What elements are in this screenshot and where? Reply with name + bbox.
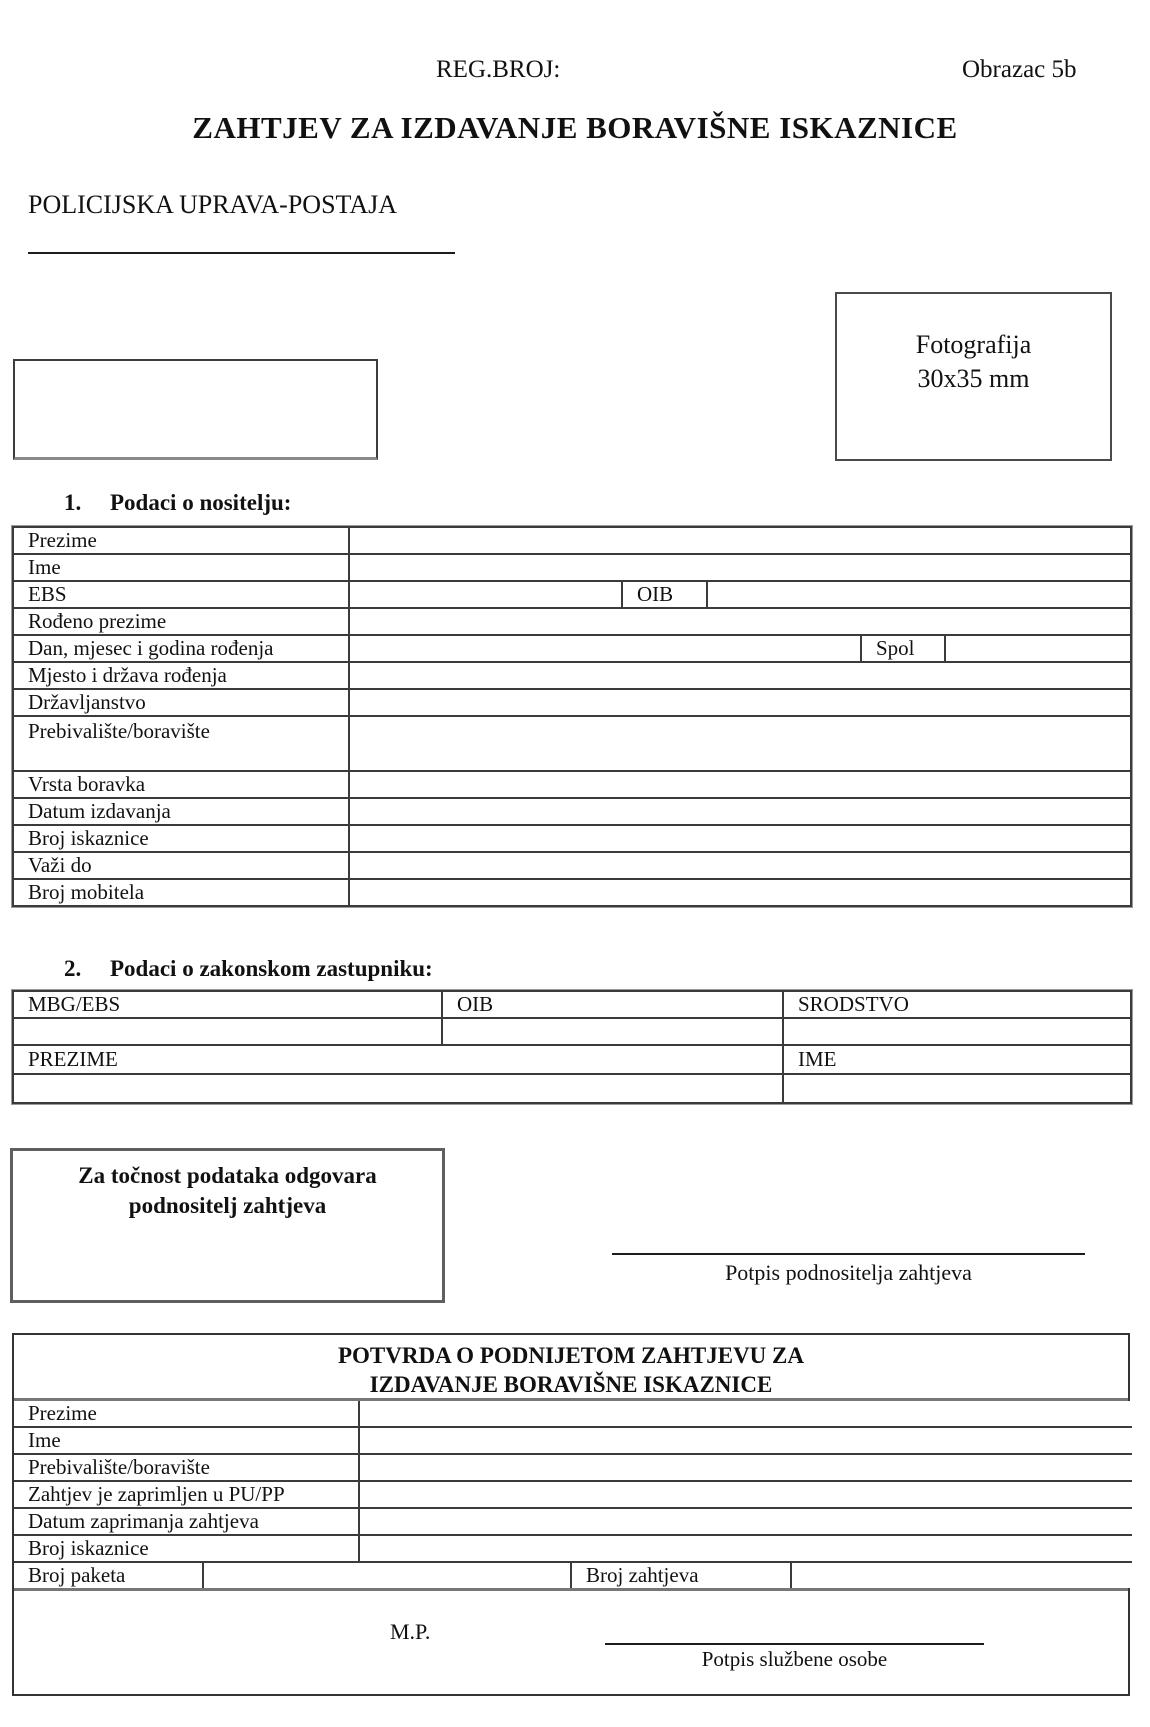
photo-box[interactable] <box>835 292 1112 461</box>
ime2-value-cell[interactable] <box>783 1074 1131 1103</box>
table-row <box>13 554 1131 581</box>
datum-izdavanja-label: Datum izdavanja <box>13 798 349 825</box>
form-number-label: Obrazac 5b <box>962 56 1077 83</box>
vazi-do-value-cell[interactable] <box>349 852 1131 879</box>
table-row <box>14 1535 1132 1562</box>
rodjeno-prezime-value-cell[interactable] <box>349 608 1131 635</box>
page-title: ZAHTJEV ZA IZDAVANJE BORAVIŠNE ISKAZNICE <box>192 110 958 145</box>
oib-label: OIB <box>622 581 707 608</box>
prezime-value-cell[interactable] <box>349 527 1131 554</box>
section2-heading <box>64 956 433 982</box>
mjesto-rodjenja-label: Mjesto i država rođenja <box>13 662 349 689</box>
potvrda-table <box>14 1401 1132 1588</box>
table-row <box>13 581 1131 608</box>
potvrda-title-line2: IZDAVANJE BORAVIŠNE ISKAZNICE <box>369 1372 773 1397</box>
potvrda-broj-iskaznice-label: Broj iskaznice <box>14 1535 359 1562</box>
potvrda-box <box>12 1333 1130 1696</box>
mjesto-rodjenja-value-cell[interactable] <box>349 662 1131 689</box>
mbg-ebs-label: MBG/EBS <box>13 991 442 1018</box>
ime2-label: IME <box>783 1045 1131 1074</box>
spol-label: Spol <box>861 635 945 662</box>
declaration-line1: Za točnost podataka odgovara <box>78 1163 377 1188</box>
broj-iskaznice-label: Broj iskaznice <box>13 825 349 852</box>
table-row <box>14 1481 1132 1508</box>
mbg-ebs-value-cell[interactable] <box>13 1018 442 1045</box>
table-row <box>13 662 1131 689</box>
reg-broj-label: REG.BROJ: <box>436 56 561 83</box>
police-department-fill-line[interactable] <box>28 228 455 254</box>
prebivaliste-value-cell[interactable] <box>349 716 1131 771</box>
legal-representative-table <box>12 990 1132 1104</box>
dan-rodjenja-value-cell[interactable] <box>349 635 861 662</box>
table-row <box>14 1401 1132 1427</box>
potvrda-prebivaliste-label: Prebivalište/boravište <box>14 1454 359 1481</box>
prezime2-value-cell[interactable] <box>13 1074 783 1103</box>
ebs-value-cell[interactable] <box>349 581 622 608</box>
vrsta-boravka-label: Vrsta boravka <box>13 771 349 798</box>
table-row <box>13 1074 1131 1103</box>
table-row <box>14 1562 1132 1588</box>
section1-heading <box>64 490 291 516</box>
potvrda-ime-label: Ime <box>14 1427 359 1454</box>
rodjeno-prezime-label: Rođeno prezime <box>13 608 349 635</box>
table-row <box>13 771 1131 798</box>
prebivaliste-label: Prebivalište/boravište <box>13 716 349 771</box>
declaration-line2: podnositelj zahtjeva <box>128 1193 327 1218</box>
table-row <box>13 879 1131 906</box>
official-signature-line[interactable] <box>605 1643 984 1672</box>
broj-paketa-label: Broj paketa <box>14 1562 203 1588</box>
table-row <box>13 1018 1131 1045</box>
broj-mobitela-label: Broj mobitela <box>13 879 349 906</box>
dan-rodjenja-label: Dan, mjesec i godina rođenja <box>13 635 349 662</box>
holder-data-table <box>12 526 1132 907</box>
potvrda-title-line1: POTVRDA O PODNIJETOM ZAHTJEVU ZA <box>337 1343 804 1368</box>
broj-paketa-value-cell[interactable] <box>203 1562 571 1588</box>
broj-mobitela-value-cell[interactable] <box>349 879 1131 906</box>
oib2-label: OIB <box>442 991 783 1018</box>
datum-zaprimanja-value-cell[interactable] <box>359 1508 1132 1535</box>
mp-stamp-label: M.P. <box>390 1619 431 1644</box>
applicant-signature-label: Potpis podnositelja zahtjeva <box>725 1260 972 1285</box>
datum-izdavanja-value-cell[interactable] <box>349 798 1131 825</box>
potvrda-prebivaliste-value-cell[interactable] <box>359 1454 1132 1481</box>
zahtjev-zaprimljen-value-cell[interactable] <box>359 1481 1132 1508</box>
table-row <box>13 527 1131 554</box>
broj-zahtjeva-label: Broj zahtjeva <box>571 1562 791 1588</box>
potvrda-prezime-label: Prezime <box>14 1401 359 1427</box>
section2-title: Podaci o zakonskom zastupniku: <box>110 956 433 981</box>
photo-box-label-line2: 30x35 mm <box>917 364 1030 393</box>
ebs-label: EBS <box>13 581 349 608</box>
ime-label: Ime <box>13 554 349 581</box>
drzavljanstvo-value-cell[interactable] <box>349 689 1131 716</box>
table-row <box>13 689 1131 716</box>
oib2-value-cell[interactable] <box>442 1018 783 1045</box>
table-row <box>13 852 1131 879</box>
potvrda-prezime-value-cell[interactable] <box>359 1401 1132 1427</box>
vrsta-boravka-value-cell[interactable] <box>349 771 1131 798</box>
srodstvo-value-cell[interactable] <box>783 1018 1131 1045</box>
oib-value-cell[interactable] <box>707 581 1131 608</box>
table-row <box>13 1045 1131 1074</box>
police-department-label: POLICIJSKA UPRAVA-POSTAJA <box>28 190 398 219</box>
zahtjev-zaprimljen-label: Zahtjev je zaprimljen u PU/PP <box>14 1481 359 1508</box>
table-row <box>13 798 1131 825</box>
section1-title: Podaci o nositelju: <box>110 490 292 515</box>
table-row <box>13 608 1131 635</box>
table-row <box>14 1427 1132 1454</box>
prezime-label: Prezime <box>13 527 349 554</box>
stamp-box[interactable] <box>13 359 378 460</box>
table-row <box>14 1508 1132 1535</box>
broj-zahtjeva-value-cell[interactable] <box>791 1562 1132 1588</box>
section2-number: 2. <box>64 956 82 981</box>
prezime2-label: PREZIME <box>13 1045 783 1074</box>
table-row <box>13 825 1131 852</box>
official-signature-label: Potpis službene osobe <box>701 1647 888 1671</box>
broj-iskaznice-value-cell[interactable] <box>349 825 1131 852</box>
vazi-do-label: Važi do <box>13 852 349 879</box>
spol-value-cell[interactable] <box>945 635 1131 662</box>
potvrda-title <box>14 1335 1128 1401</box>
table-row <box>13 991 1131 1018</box>
srodstvo-label: SRODSTVO <box>783 991 1131 1018</box>
table-row <box>14 1454 1132 1481</box>
potvrda-ime-value-cell[interactable] <box>359 1427 1132 1454</box>
potvrda-footer <box>14 1588 1128 1680</box>
drzavljanstvo-label: Državljanstvo <box>13 689 349 716</box>
table-row <box>13 635 1131 662</box>
declaration-box <box>10 1148 445 1303</box>
table-row <box>13 716 1131 771</box>
datum-zaprimanja-label: Datum zaprimanja zahtjeva <box>14 1508 359 1535</box>
section1-number: 1. <box>64 490 82 515</box>
photo-box-label-line1: Fotografija <box>915 330 1032 359</box>
potvrda-broj-iskaznice-value-cell[interactable] <box>359 1535 1132 1562</box>
ime-value-cell[interactable] <box>349 554 1131 581</box>
applicant-signature-line[interactable] <box>612 1253 1085 1286</box>
